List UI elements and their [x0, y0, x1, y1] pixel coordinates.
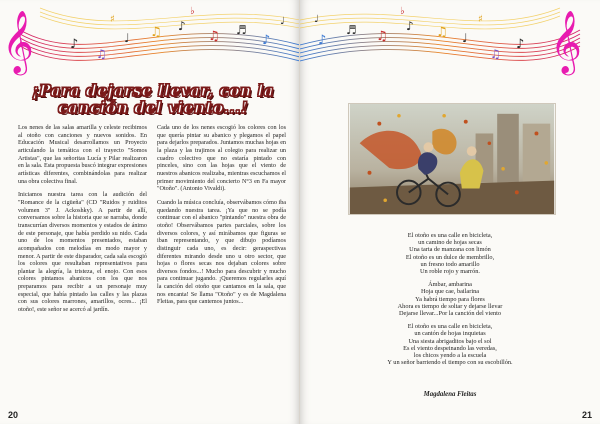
lyric-line: El otoño es una calle en bicicleta,: [407, 323, 493, 331]
lyric-line: un cantón de hojas inquietas: [414, 330, 486, 338]
stanza: [340, 281, 560, 317]
lyric-line: Es el viento despeinando las veredas,: [403, 344, 497, 352]
svg-text:♭: ♭: [190, 6, 195, 17]
svg-text:♯: ♯: [478, 14, 483, 25]
lyric-line: El otoño es una calle en bicicleta,: [407, 232, 493, 239]
svg-text:♩: ♩: [314, 14, 319, 25]
song-author: Magdalena Fleitas: [423, 391, 477, 398]
svg-text:♫: ♫: [376, 29, 388, 44]
article-title: ¡Para dejarse llevar, con la canción del viento...!: [31, 81, 275, 117]
lyric-line: los chicos yendo a la escuela: [413, 352, 487, 360]
svg-text:♩: ♩: [124, 31, 130, 45]
text-column-right: [157, 125, 286, 321]
svg-text:♪: ♪: [516, 37, 525, 52]
page-number: 21: [581, 410, 592, 420]
paragraph: Cada uno de los nenes escogió los colores con los que quería pintar su abanico y plegamos el papel para dejarlos preparados. Juntamos muchas hojas en la plaza y las trajimos al colegio para realizar un cuadro colectivo que no estaría pintado con pinceles, sino con las hojas que el viento de nuestros abanicos realizaba, mientras escuchamos el primer movimiento del concierto N°3 en Fa mayor "Otoño". (Antonio Vivaldi).: [157, 125, 286, 193]
svg-text:♬: ♬: [236, 23, 247, 37]
lyric-line: Ámbar, ambarina: [428, 281, 472, 289]
music-staff-banner: [0, 0, 300, 82]
svg-text:♪: ♪: [406, 19, 414, 33]
article-columns: [18, 125, 286, 321]
paragraph: Los nenes de las salas amarilla y celeste recibimos al otoño con canciones y nuevos sonidos. En Educación Musical desarrollamos un Proyecto articulando la temática con el trayecto "Somos Artistas", que las señoritas Lucía y Pilar realizaron en la sala. Esta propuesta buscó integrar expresiones artísticas diferentes, combinándolas para realizar una obra colectiva final.: [18, 125, 147, 185]
lyric-line: Dejarse llevar...Por la canción del viento: [398, 310, 502, 318]
article-title-block: [22, 82, 284, 116]
treble-clef-icon: 𝄞: [2, 10, 34, 73]
svg-text:♫: ♫: [150, 25, 162, 40]
stanza: [340, 232, 560, 275]
text-column-left: [18, 125, 147, 321]
lyric-line: Una tarta de manzana con limón: [409, 246, 491, 254]
svg-text:♯: ♯: [110, 14, 115, 25]
treble-clef-icon: 𝄞: [550, 10, 582, 73]
lyric-line: Y un señor barriendo el tiempo con su escobillón.: [387, 359, 513, 367]
lyric-line: Una siesta abrigaditos bajo el sol: [408, 337, 492, 345]
page-number: 20: [8, 410, 19, 420]
music-staff-banner: [300, 0, 600, 82]
svg-text:♭: ♭: [400, 6, 405, 17]
lyric-line: un fresno todo amarillo: [420, 260, 480, 268]
svg-text:♬: ♬: [346, 23, 357, 37]
lyric-line: Ahora es tiempo de soltar y dejarse llevar: [397, 302, 503, 310]
svg-text:♫: ♫: [490, 47, 501, 61]
paragraph: Cuando la música concluía, observábamos cómo iba quedando nuestra tarea. ¡Ya que no se podía continuar con el abanico "pintando" nuestra obra de otoño! Observábamos partes parciales, sobre los diversos colores, y así mirábamos que figuras se iban representando, y que dibujo podíamos distinguir cada uno, es decir: geraspectivas diferentes mirando desde uno u otro sector, que hojas o flores secas nos dejaban colores sobre diversos fondos...! Mucho para descubrir y mucho para continuar jugando. ¡Queremos regularles aquí la canción del otoño que cantamos en la sala, que nos encanta! Se llama "Otoño" y es de Magdalena Fleitas, para que cantemos juntos...: [157, 199, 286, 306]
svg-text:♪: ♪: [178, 19, 186, 33]
lyric-line: un camino de hojas secas: [418, 239, 482, 247]
svg-text:♩: ♩: [462, 31, 468, 45]
lyric-line: Un roble rojo y marrón.: [420, 268, 480, 276]
lyric-line: Ya habrá tiempo para flores: [415, 295, 485, 303]
song-lyrics: [340, 232, 560, 372]
svg-text:♩: ♩: [280, 16, 285, 27]
svg-text:♫: ♫: [96, 47, 107, 61]
lyric-line: Hoja que cae, bailarina: [420, 288, 480, 296]
svg-text:♫: ♫: [436, 25, 448, 40]
svg-text:♪: ♪: [70, 37, 79, 52]
lyric-line: El otoño es un dulce de membrillo,: [405, 253, 495, 261]
autumn-painting-image: [348, 103, 556, 215]
paragraph: Iniciamos nuestra tarea con la audición del "Romance de la cigüeña" (CD "Ruidos y ruiditos volumen 3" J. Ackoshky). A partir de allí, conversamos sobre la historia que se narraba, donde transcurrían diversos momentos y estados de ánimo de este personaje, que había perdido su nido. Cada uno de los momentos presentados, estaban acompañados con melodías en modo mayor y menor. A partir de este disparador, cada sala escogió los colores que resultaban representativos para plantar la alegría, la tristeza, el enojo. Con esos colores pintamos abanicos con los que nos preparamos para recibir a un personaje muy especial, que había pintado las calles y las plazas con sus colores marrones, amarillos, ocres... ¡El otoño!, este señor se acercó al jardín.: [18, 192, 147, 314]
stanza: [340, 323, 560, 366]
svg-text:♪: ♪: [318, 33, 327, 48]
page-right: [300, 0, 600, 424]
svg-text:♪: ♪: [262, 33, 271, 48]
svg-text:♫: ♫: [208, 29, 220, 44]
